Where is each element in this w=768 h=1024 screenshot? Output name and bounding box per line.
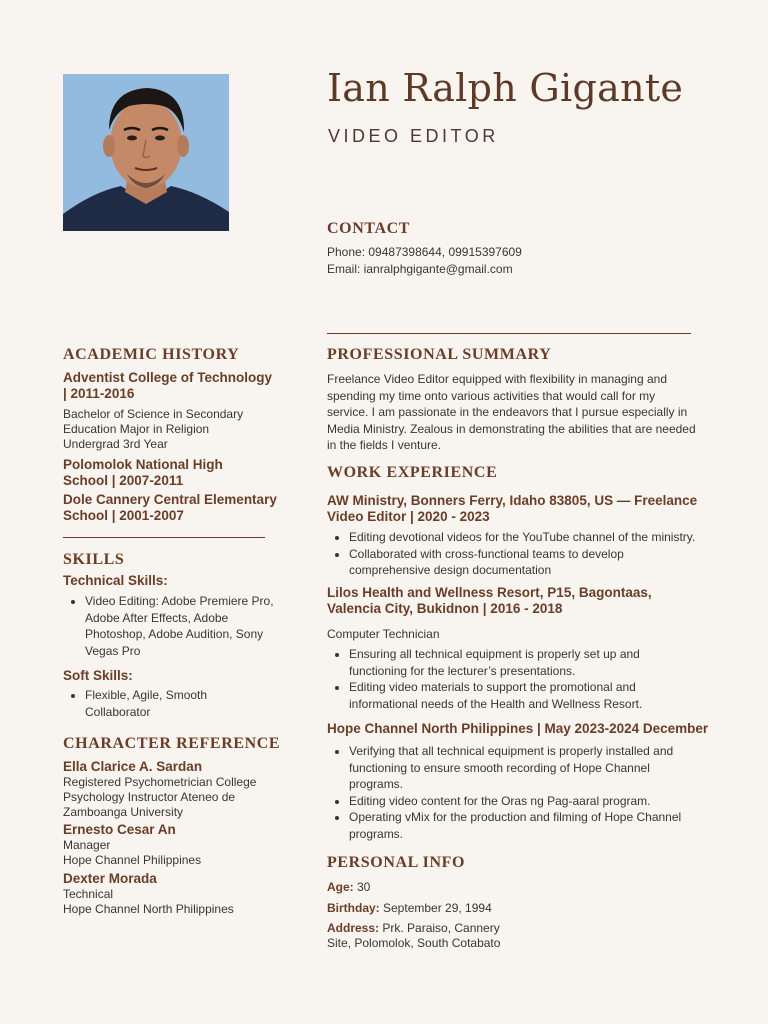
reference-detail: Registered Psychometrician College Psychology Instructor Ateneo de Zamboanga University <box>63 775 257 819</box>
birthday-row <box>327 900 492 916</box>
job-subtitle: Computer Technician <box>327 627 440 641</box>
academic-detail: Bachelor of Science in Secondary Education Major in Religion Undergrad 3rd Year <box>63 407 244 451</box>
divider-line <box>327 333 691 334</box>
soft-skills-list <box>63 687 233 720</box>
reference-organization: Hope Channel Philippines <box>63 853 202 867</box>
contact-heading: CONTACT <box>327 220 411 237</box>
job-entry <box>327 721 717 842</box>
candidate-name: Ian Ralph Gigante <box>327 66 684 110</box>
list-item: • Collaborated with cross-functional teams to develop comprehensive design documentation <box>349 546 702 579</box>
list-item: • Editing video materials to support the promotional and informational needs of the Health and Wellness Resort. <box>349 679 674 712</box>
address-row <box>327 921 527 951</box>
list-item: • Editing video content for the Oras ng Pag-aaral program. <box>349 793 694 810</box>
age-row <box>327 879 370 895</box>
job-heading: Lilos Health and Wellness Resort, P15, Bagontaas, Valencia City, Bukidnon | 2016 - 2018 <box>327 585 652 616</box>
contact-email: Email: ianralphgigante@gmail.com <box>327 262 513 276</box>
address-label: Address: <box>327 921 380 935</box>
list-item: • Operating vMix for the production and filming of Hope Channel programs. <box>349 809 694 842</box>
list-item: • Video Editing: Adobe Premiere Pro, Adobe After Effects, Adobe Photoshop, Adobe Audition, Sony Vegas Pro <box>85 593 278 659</box>
birthday-label: Birthday: <box>327 901 380 915</box>
contact-phone: Phone: 09487398644, 09915397609 <box>327 245 522 259</box>
reference-position: Technical <box>63 887 114 901</box>
personal-heading: PERSONAL INFO <box>327 854 466 871</box>
list-item: • Verifying that all technical equipment is properly installed and functioning to ensure smooth recording of Hope Channel programs. <box>349 743 694 793</box>
reference-name: Ella Clarice A. Sardan <box>63 759 203 774</box>
job-heading: AW Ministry, Bonners Ferry, Idaho 83805, US — Freelance Video Editor | 2020 - 2023 <box>327 493 698 524</box>
job-title: VIDEO EDITOR <box>328 126 499 146</box>
academic-school: Dole Cannery Central Elementary School | 2001-2007 <box>63 492 277 523</box>
age-label: Age: <box>327 880 354 894</box>
summary-heading: PROFESSIONAL SUMMARY <box>327 346 552 363</box>
age-value: 30 <box>353 880 371 894</box>
job-entry <box>327 493 702 579</box>
skills-heading: SKILLS <box>63 551 125 568</box>
technical-skills-label: Technical Skills: <box>63 573 168 588</box>
reference-position: Manager <box>63 838 111 852</box>
birthday-value: September 29, 1994 <box>379 901 492 915</box>
academic-school: Polomolok National High School | 2007-2011 <box>63 457 223 488</box>
address-value: Prk. Paraiso, Cannery Site, Polomolok, South Cotabato <box>327 921 501 950</box>
technical-skills-list <box>63 593 278 659</box>
reference-heading: CHARACTER REFERENCE <box>63 735 281 752</box>
reference-name: Dexter Morada <box>63 871 157 886</box>
reference-item <box>63 759 268 820</box>
academic-school: Adventist College of Technology | 2011-2016 <box>63 370 273 401</box>
reference-organization: Hope Channel North Philippines <box>63 902 234 916</box>
reference-item <box>63 871 278 917</box>
reference-item <box>63 822 278 868</box>
list-item: • Editing devotional videos for the YouTube channel of the ministry. <box>349 529 702 546</box>
work-heading: WORK EXPERIENCE <box>327 464 498 481</box>
list-item: • Ensuring all technical equipment is properly set up and functioning for the lecturer’s presentations. <box>349 646 674 679</box>
list-item: • Flexible, Agile, Smooth Collaborator <box>85 687 233 720</box>
soft-skills-label: Soft Skills: <box>63 668 133 683</box>
job-heading: Hope Channel North Philippines | May 2023-2024 December <box>327 721 709 736</box>
academic-entry <box>63 370 278 452</box>
academic-heading: ACADEMIC HISTORY <box>63 346 240 363</box>
reference-name: Ernesto Cesar An <box>63 822 176 837</box>
job-entry <box>327 585 682 712</box>
profile-photo <box>63 74 229 231</box>
summary-text: Freelance Video Editor equipped with flexibility in managing and spending my time onto various activities that would call for my service. I am passionate in the endeavors that I pursue especially in Media Ministry. Zealous in demonstrating the abilities that are needed in the fields I venture. <box>327 372 696 452</box>
divider-line <box>63 537 265 538</box>
